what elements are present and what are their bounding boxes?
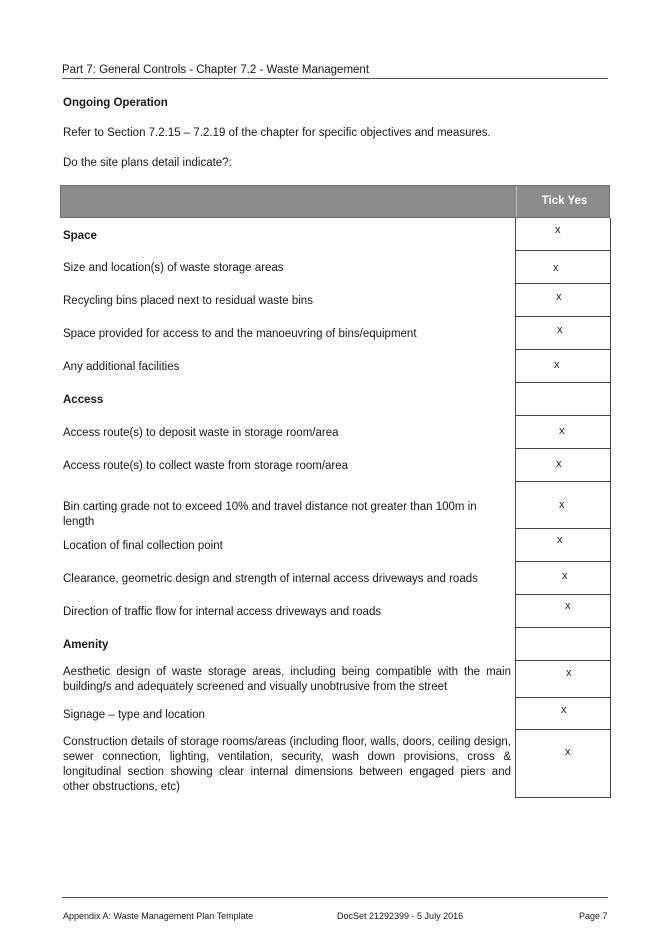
checklist-item-label: Space provided for access to and the manoeuvring of bins/equipment — [63, 328, 417, 340]
table-row — [60, 698, 610, 730]
footer-document-title: Appendix A: Waste Management Plan Template — [63, 911, 254, 921]
table-row — [60, 595, 610, 628]
tick-mark: x — [559, 425, 565, 437]
tick-yes-cell[interactable] — [515, 482, 611, 529]
tick-mark: x — [565, 600, 571, 612]
checklist-item-label: Bin carting grade not to exceed 10% and travel distance not greater than 100m in length — [63, 501, 477, 528]
table-row — [60, 730, 610, 798]
tick-yes-cell[interactable] — [515, 730, 611, 798]
table-row — [60, 562, 610, 595]
tick-yes-cell[interactable] — [515, 595, 611, 628]
tick-yes-cell[interactable] — [515, 628, 611, 661]
table-body — [60, 218, 610, 798]
checklist-item-label: Access route(s) to deposit waste in storage room/area — [63, 427, 339, 439]
table-row — [60, 628, 610, 661]
table-row — [60, 482, 610, 529]
table-row — [60, 284, 610, 317]
tick-yes-cell[interactable] — [515, 251, 611, 284]
footer-docset: DocSet 21292399 - 5 July 2016 — [337, 911, 464, 921]
section-title: Ongoing Operation — [63, 97, 168, 109]
checklist-item-label: Access route(s) to collect waste from storage room/area — [63, 460, 349, 472]
table-row — [60, 251, 610, 284]
checklist-item-label: Clearance, geometric design and strength of internal access driveways and roads — [63, 573, 478, 585]
checklist-item-label: Direction of traffic flow for internal access driveways and roads — [63, 606, 382, 618]
tick-mark: x — [556, 291, 562, 303]
footer-page-number: Page 7 — [579, 911, 608, 921]
category-heading: Space — [63, 230, 97, 242]
tick-mark: x — [565, 746, 571, 758]
tick-mark: x — [566, 667, 572, 679]
table-row — [60, 350, 610, 383]
tick-yes-cell[interactable] — [515, 562, 611, 595]
tick-yes-cell[interactable] — [515, 350, 611, 383]
table-row — [60, 383, 610, 416]
table-row — [60, 661, 610, 698]
checklist-item-label: Any additional facilities — [63, 361, 180, 373]
tick-yes-cell[interactable] — [515, 529, 611, 562]
tick-mark: x — [556, 458, 562, 470]
table-row — [60, 317, 610, 350]
tick-yes-cell[interactable] — [515, 449, 611, 482]
tick-mark: x — [562, 570, 568, 582]
table-header-row — [60, 185, 610, 218]
tick-yes-cell[interactable] — [515, 317, 611, 350]
intro-question-text: Do the site plans detail indicate?: — [63, 157, 232, 169]
checklist-item-label: Aesthetic design of waste storage areas, including being compatible with the main building/s and adequately screened and visually unobtrusive from the street — [63, 666, 511, 693]
checklist-item-label: Signage – type and location — [63, 709, 205, 721]
tick-mark: x — [553, 262, 559, 274]
table-row — [60, 449, 610, 482]
checklist-item-label: Location of final collection point — [63, 540, 223, 552]
checklist-table — [60, 185, 610, 798]
intro-refer-text: Refer to Section 7.2.15 – 7.2.19 of the chapter for specific objectives and measures. — [63, 127, 491, 139]
tick-yes-cell[interactable] — [515, 661, 611, 698]
tick-yes-cell[interactable] — [515, 416, 611, 449]
tick-yes-cell[interactable] — [515, 698, 611, 730]
category-heading: Access — [63, 394, 104, 406]
table-row — [60, 218, 610, 251]
tick-yes-cell[interactable] — [515, 383, 611, 416]
tick-mark: x — [561, 704, 567, 716]
checklist-item-label: Construction details of storage rooms/areas (including floor, walls, doors, ceiling design, sewer connection, lighting, ventilation, security, wash down provisions, cross & longitudinal section showing clear internal dimensions between engaged piers and other obstructions, etc) — [63, 736, 511, 793]
page-header: Part 7: General Controls - Chapter 7.2 - Waste Management — [62, 64, 608, 79]
tick-yes-cell[interactable] — [515, 284, 611, 317]
table-row — [60, 416, 610, 449]
tick-yes-cell[interactable] — [515, 218, 611, 251]
table-row — [60, 529, 610, 562]
tick-mark: x — [557, 534, 563, 546]
checklist-item-label: Recycling bins placed next to residual waste bins — [63, 295, 313, 307]
category-heading: Amenity — [63, 639, 109, 651]
footer-divider — [62, 897, 608, 898]
tick-mark: x — [554, 359, 560, 371]
tick-mark: x — [557, 324, 563, 336]
tick-mark: x — [559, 499, 565, 511]
tick-mark: x — [555, 224, 561, 236]
checklist-item-label: Size and location(s) of waste storage areas — [63, 262, 284, 274]
tick-yes-column-header: Tick Yes — [516, 186, 612, 217]
